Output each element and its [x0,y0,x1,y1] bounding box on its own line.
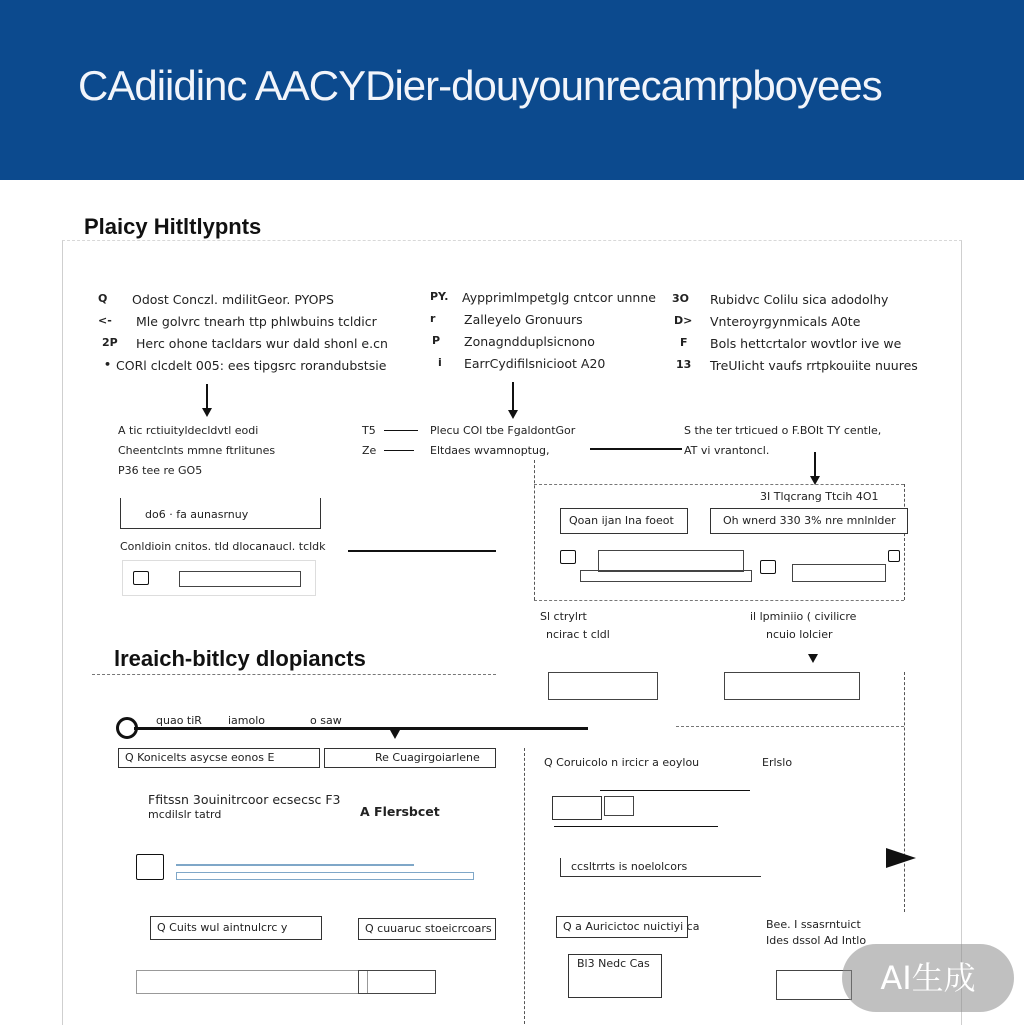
col3-sub1-line2: ncirac t cldl [546,628,610,641]
right-card-icon [552,796,602,820]
col3-right-rail [904,672,905,912]
col3-sub1-line1: Sl ctrylrt [540,610,587,623]
col1-box-right-edge [320,498,322,528]
col2-item-3-text: Zonagndduplsicnono [464,334,595,349]
device-icon-2 [760,560,776,574]
chip-4[interactable] [568,954,662,998]
col2-dash-1 [384,430,418,431]
col1-item-1-text: Odost Conczl. mdilitGeor. PYOPS [132,292,334,307]
widget-icon [133,571,149,585]
panel-bar-1 [176,864,414,866]
right-note-1: Bee. I ssasrntuict [766,918,861,931]
col1-item-3-marker: 2P [102,336,118,349]
col1-note-1: A tic rctiuityldecldvtl eodi [118,424,259,437]
panel-title-2: mcdilslr tatrd [148,808,222,821]
col1-input-bar [179,571,301,587]
col2-item-4-marker: i [438,356,442,369]
col2-note-marker-1: T5 [362,424,376,437]
col3-bar-2 [580,570,752,582]
col2-note-marker-2: Ze [362,444,377,457]
panel-bar-2 [176,872,474,880]
col1-item-3-text: Herc ohone tacldars wur dald shonl e.cn [136,336,388,351]
section-title-policy: Plaicy Hitltlypnts [84,214,262,239]
section-title-lower: lreaich-bitlcy dlopiancts [114,646,366,671]
tab-left[interactable] [118,748,320,768]
section2-underline [92,674,496,675]
col3-box-2[interactable] [710,508,908,534]
col3-note-1: S the ter trticued o F.BOIt TY centle, [684,424,882,437]
header-banner [0,0,1024,180]
timeline-label-3: o saw [310,714,342,727]
col1-arrow-icon [202,408,212,417]
tab-right-label-2: Erlslo [762,756,793,769]
timeline-label-2: iamolo [228,714,266,727]
arrow-right-icon [886,848,916,868]
right-label-text: ccsltrrts is noelolcors [571,860,688,873]
col3-note-2: AT vi vrantoncl. [684,444,770,457]
timeline-line [134,727,588,730]
right-card-rule-2 [554,826,718,827]
col1-box-label: do6 · fa aunasrnuy [145,508,249,521]
chip-2[interactable] [358,918,496,940]
col3-sub2-line2: ncuio lolcier [766,628,833,641]
chip-2-label: Q cuuaruc stoeicrcoars [365,922,492,935]
col3-group-top [534,484,904,485]
right-label-box [560,858,761,877]
flow-line-1 [348,550,496,552]
col3-item-1-marker: 3O [672,292,690,305]
col3-item-2-marker: D> [674,314,693,327]
col2-arrow-icon [508,410,518,419]
col3-group-right [904,484,905,600]
col2-note-1: Plecu COl tbe FgaldontGor [430,424,576,437]
chip-3-label: Q a Auricictoc nuictiyi ca [563,920,700,933]
col3-group-left [534,460,535,600]
col3-item-1-text: Rubidvc Colilu sica adodolhy [710,292,889,307]
col3-item-3-text: Bols hettcrtalor wovtlor ive we [710,336,902,351]
col1-caption: Conldioin cnitos. tld dlocanaucl. tcldk [120,540,326,553]
col1-note-3: P36 tee re GO5 [118,464,203,477]
col3-sub2-line1: il lpminiio ( civilicre [750,610,857,623]
col1-note-2: Cheentclnts mmne ftrlitunes [118,444,276,457]
panel-title-1: Ffitssn 3ouinitrcoor ecsecsc F3 [148,792,341,807]
timeline-marker-icon [390,730,400,739]
col1-connector [206,384,208,410]
col1-item-2-text: Mle golvrc tnearh ttp phlwbuins tcldicr [136,314,377,329]
right-card-rule-1 [600,790,750,791]
timeline-label-1: quao tiR [156,714,202,727]
col3-sub-box-1 [548,672,658,700]
col2-item-1-text: Aypprimlmpetglg cntcor unnne [462,290,656,305]
col3-box-2-label: Oh wnerd 330 3% nre mnlnlder [723,514,896,527]
small-device-icon [888,550,900,562]
chip-4-label: Bl3 Nedc Cas [577,957,650,970]
right-card-tab [604,796,634,816]
panel-input-2[interactable] [358,970,436,994]
right-note-2: Ides dssol Ad Intlo [766,934,867,947]
col3-connector [814,452,816,478]
flow-line-2 [590,448,682,450]
col1-item-2-marker: <- [98,314,112,327]
col3-item-3-marker: F [680,336,688,349]
header-title: CAdiidinc AACYDier-douyounrecamrpboyees [78,62,882,109]
col2-item-4-text: EarrCydifilsnicioot A20 [464,356,606,371]
col3-sub-box-2 [724,672,860,700]
col3-item-4-marker: 13 [676,358,692,371]
col3-item-4-text: TreUIicht vaufs rrtpkouiite nuures [710,358,918,373]
col3-group-label: 3I Tlqcrang Ttcih 4O1 [760,490,879,503]
col2-item-2-text: Zalleyelo Gronuurs [464,312,583,327]
col2-item-3-marker: P [432,334,441,347]
col3-group-bottom [534,600,904,601]
tab-right-label: Q Coruicolo n ircicr a eoylou [544,756,700,769]
col3-item-2-text: Vnteroyrgynmicals A0te [710,314,861,329]
lower-divider [524,748,525,1024]
chip-1[interactable] [150,916,322,940]
chip-3[interactable] [556,916,700,938]
col3-box-1[interactable] [560,508,688,534]
col2-item-2-marker: r [430,312,436,325]
col1-item-4-text: CORl clcdelt 005: ees tipgsrc rorandubstsie [116,358,387,373]
col1-item-4-marker: • [104,358,112,371]
device-icon-1 [560,550,576,564]
right-input[interactable] [776,970,852,1000]
col2-connector [512,382,514,412]
col3-bar-1 [598,550,744,572]
panel-input-1[interactable] [136,970,368,994]
panel-center-label: A Flersbcet [360,804,440,819]
tab-middle-label: Re Cuagirgoiarlene [375,751,480,764]
col2-dash-2 [384,450,414,451]
ai-generated-badge: AI生成 [842,944,1014,1012]
col3-sub-arrow-icon [808,654,818,663]
col2-item-1-marker: PY. [430,290,449,303]
col3-box-1-label: Qoan ijan Ina foeot [569,514,674,527]
doc-icon [136,854,164,880]
col1-input-row[interactable] [122,560,316,596]
tab-middle[interactable] [324,748,496,768]
col3-lower-dash [676,726,904,727]
col3-bar-3 [792,564,886,582]
col1-box [120,498,321,529]
col2-note-2: Eltdaes wvamnoptug, [430,444,550,457]
col1-item-1-marker: Q [98,292,108,305]
tab-left-label: Q Konicelts asycse eonos E [125,751,275,764]
chip-1-label: Q Cuits wul aintnulcrc y [157,921,288,934]
